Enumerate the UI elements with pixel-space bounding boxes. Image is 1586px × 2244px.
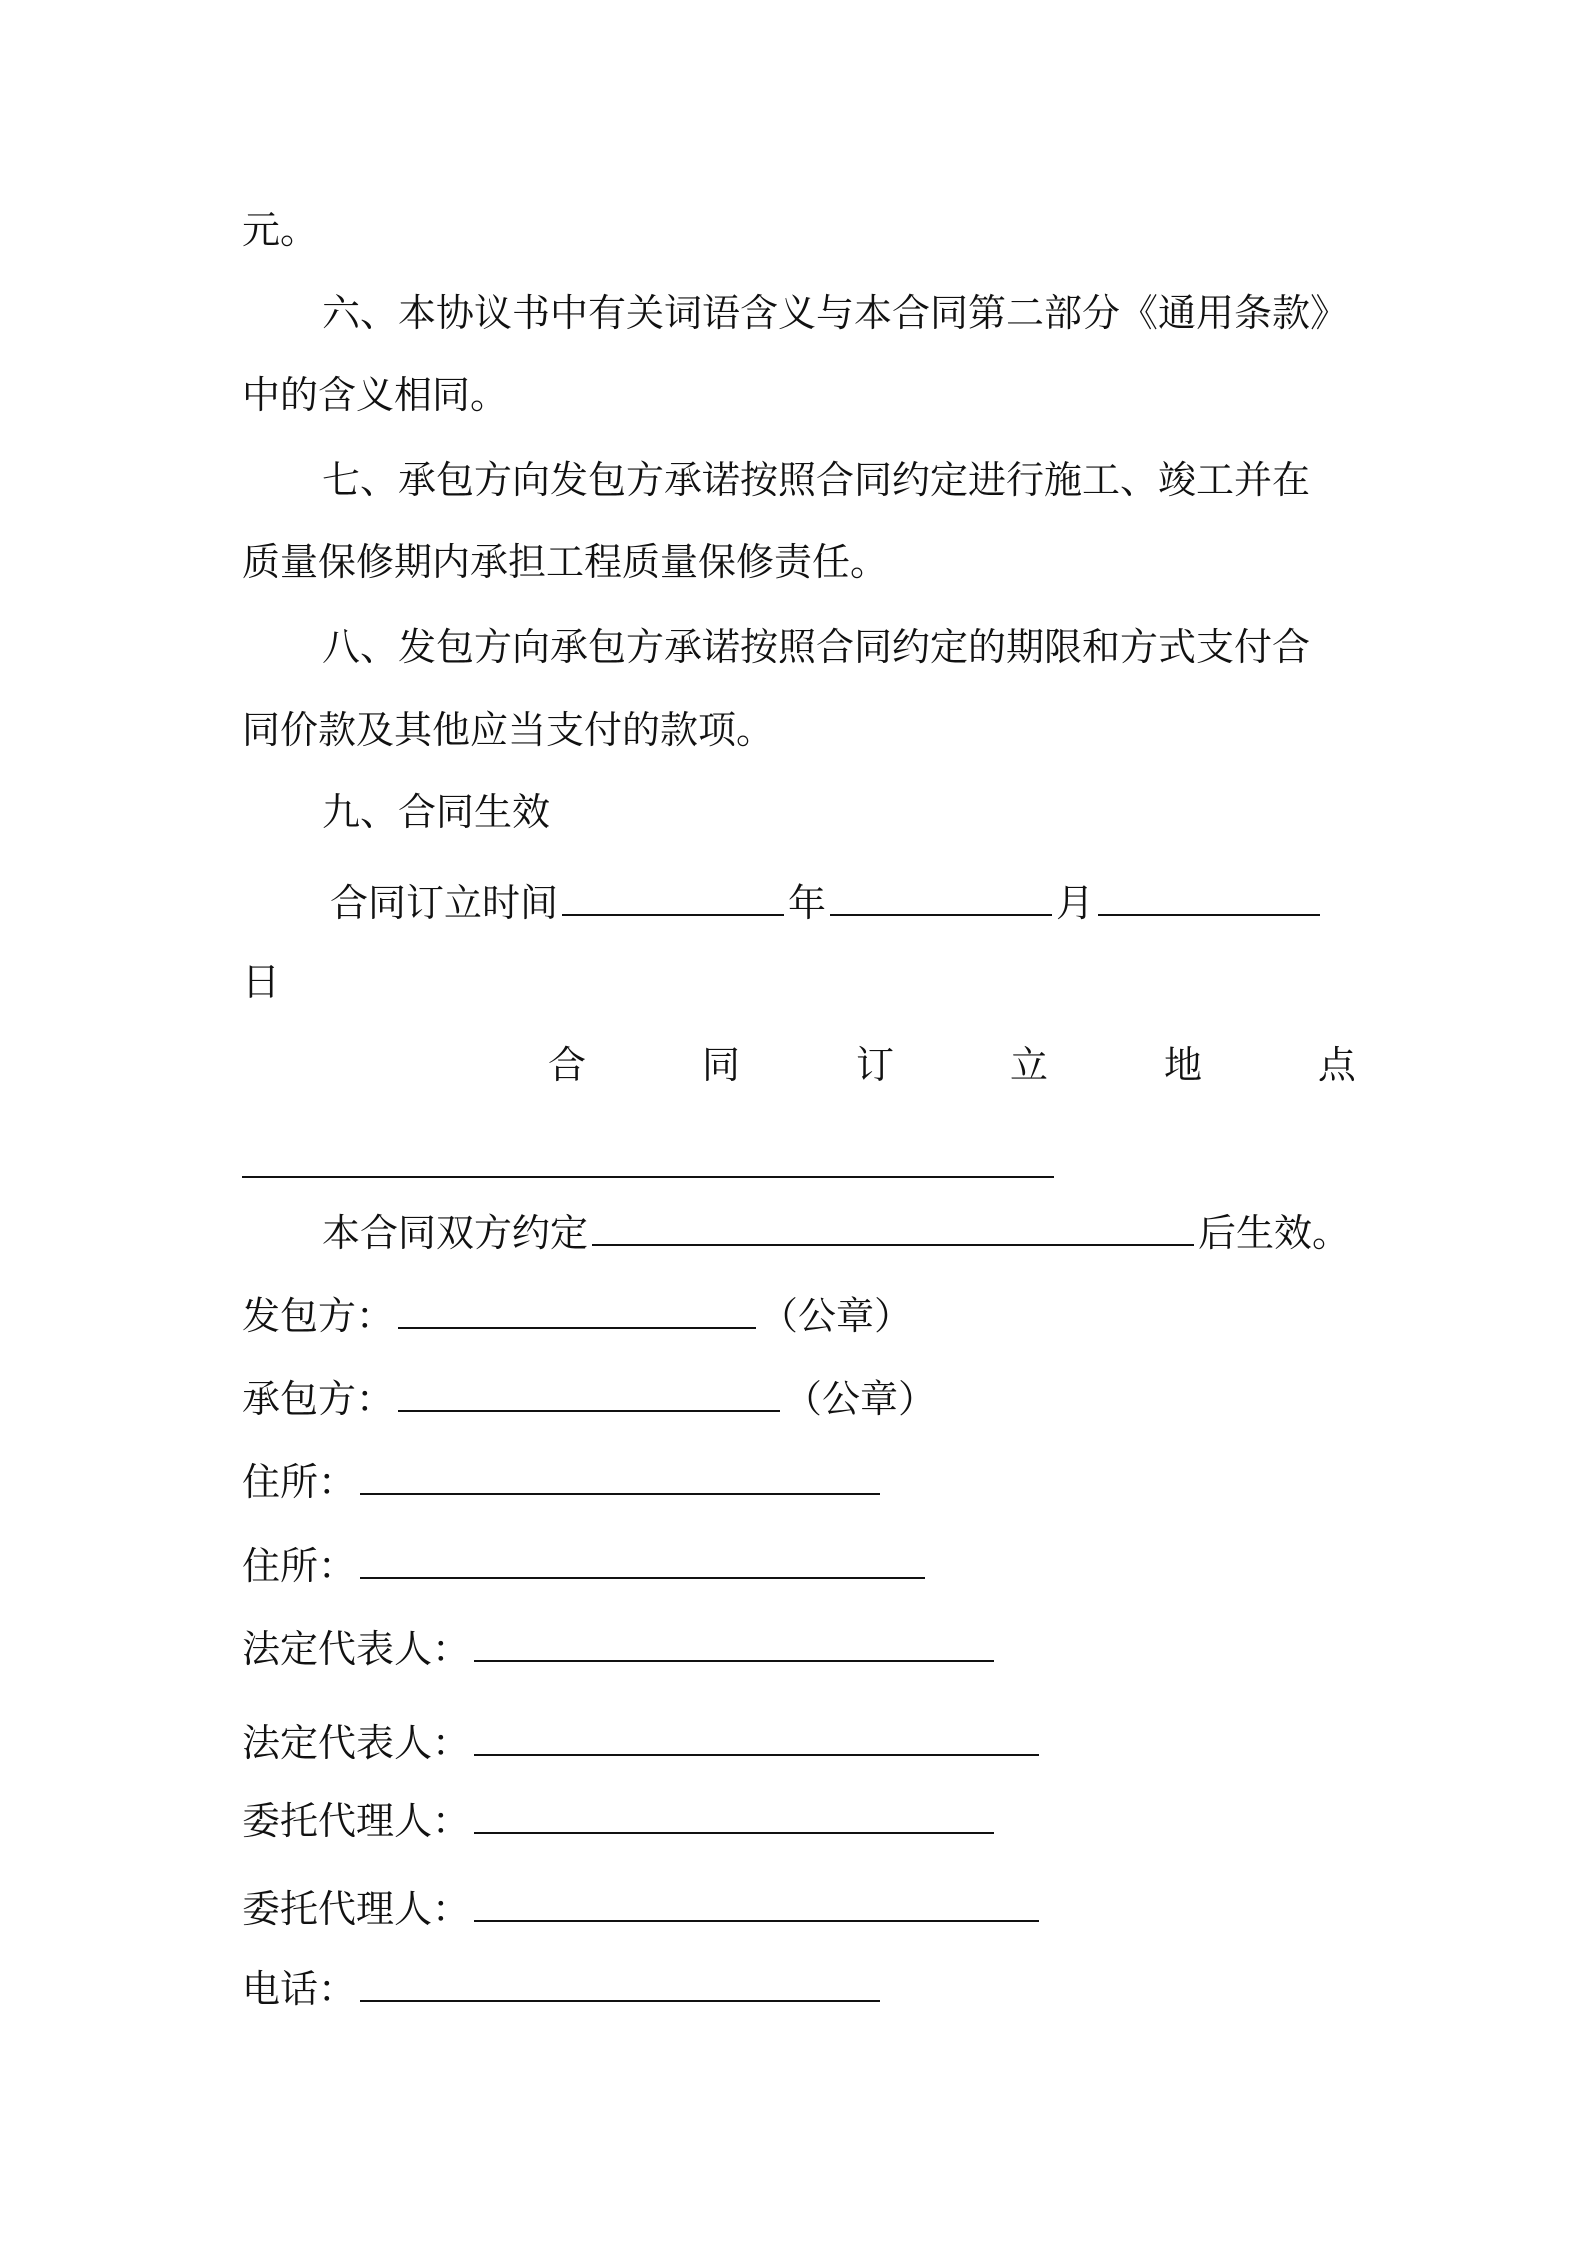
year-label: 年 bbox=[788, 881, 827, 925]
agent-blank[interactable] bbox=[474, 1790, 994, 1834]
legal-rep-row bbox=[242, 1712, 1043, 1772]
address-row bbox=[242, 1535, 929, 1595]
legal-rep-blank[interactable] bbox=[474, 1712, 1039, 1756]
sign-time-row bbox=[330, 872, 1324, 932]
paragraph-line: 元。 bbox=[242, 208, 319, 252]
phone-row bbox=[242, 1958, 884, 2018]
phone-label: 电话： bbox=[242, 1967, 357, 2011]
effect-condition-blank[interactable] bbox=[592, 1202, 1194, 1246]
contractor-label: 承包方： bbox=[242, 1377, 395, 1421]
address-label: 住所： bbox=[242, 1544, 357, 1588]
effect-row bbox=[322, 1202, 1350, 1262]
address-blank[interactable] bbox=[360, 1535, 925, 1579]
sign-place-char: 地 bbox=[1163, 1043, 1202, 1087]
effect-label: 本合同双方约定 bbox=[322, 1211, 589, 1255]
sign-place-heading bbox=[548, 1035, 1356, 1095]
seal-label: （公章） bbox=[760, 1294, 913, 1338]
sign-place-char: 合 bbox=[548, 1043, 587, 1087]
effect-suffix: 后生效。 bbox=[1198, 1211, 1351, 1255]
agent-label: 委托代理人： bbox=[242, 1887, 471, 1931]
employer-blank[interactable] bbox=[398, 1285, 756, 1329]
legal-rep-row bbox=[242, 1618, 998, 1678]
address-label: 住所： bbox=[242, 1460, 357, 1504]
employer-row bbox=[242, 1285, 912, 1345]
employer-label: 发包方： bbox=[242, 1294, 395, 1338]
year-blank[interactable] bbox=[562, 872, 784, 916]
sign-place-char: 订 bbox=[855, 1043, 894, 1087]
legal-rep-label: 法定代表人： bbox=[242, 1627, 471, 1671]
day-label: 日 bbox=[242, 960, 281, 1004]
seal-label: （公章） bbox=[784, 1377, 937, 1421]
legal-rep-blank[interactable] bbox=[474, 1618, 994, 1662]
clause-6-line-1: 六、本协议书中有关词语含义与本合同第二部分《通用条款》 bbox=[322, 291, 1349, 335]
sign-place-char: 同 bbox=[701, 1043, 740, 1087]
clause-8-line-1: 八、发包方向承包方承诺按照合同约定的期限和方式支付合 bbox=[322, 625, 1311, 669]
address-row bbox=[242, 1451, 884, 1511]
agent-row bbox=[242, 1878, 1043, 1938]
legal-rep-label: 法定代表人： bbox=[242, 1721, 471, 1765]
address-blank[interactable] bbox=[360, 1451, 880, 1495]
month-label: 月 bbox=[1056, 881, 1095, 925]
clause-7-line-1: 七、承包方向发包方承诺按照合同约定进行施工、竣工并在 bbox=[322, 458, 1311, 502]
sign-place-blank[interactable] bbox=[242, 1176, 1054, 1178]
sign-time-label: 合同订立时间 bbox=[330, 881, 559, 925]
clause-7-line-2: 质量保修期内承担工程质量保修责任。 bbox=[242, 540, 889, 584]
contractor-row bbox=[242, 1368, 936, 1428]
clause-8-line-2: 同价款及其他应当支付的款项。 bbox=[242, 708, 775, 752]
agent-label: 委托代理人： bbox=[242, 1799, 471, 1843]
phone-blank[interactable] bbox=[360, 1958, 880, 2002]
clause-9-heading: 九、合同生效 bbox=[322, 790, 551, 834]
day-blank[interactable] bbox=[1098, 872, 1320, 916]
agent-row bbox=[242, 1790, 998, 1850]
sign-place-char: 点 bbox=[1317, 1043, 1356, 1087]
sign-place-char: 立 bbox=[1009, 1043, 1048, 1087]
contractor-blank[interactable] bbox=[398, 1368, 780, 1412]
agent-blank[interactable] bbox=[474, 1878, 1039, 1922]
clause-6-line-2: 中的含义相同。 bbox=[242, 373, 509, 417]
month-blank[interactable] bbox=[830, 872, 1052, 916]
